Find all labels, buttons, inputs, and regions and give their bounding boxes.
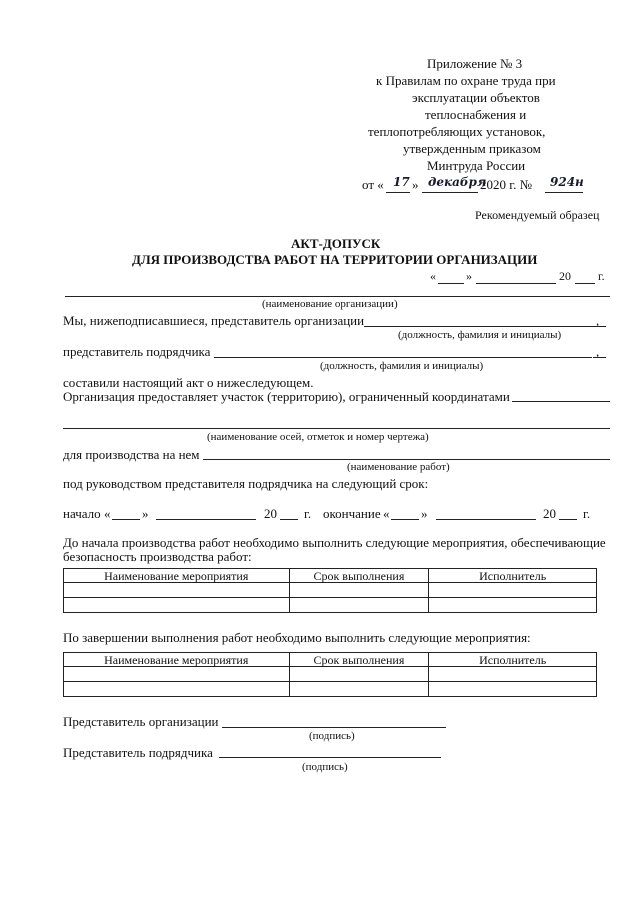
start-label: начало <box>63 506 101 521</box>
table-cell[interactable] <box>429 667 597 682</box>
start-day-field[interactable] <box>112 519 140 520</box>
compiled-text: составили настоящий акт о нижеследующем. <box>63 375 314 390</box>
start-q-open: « <box>104 506 111 521</box>
org-rep-field[interactable] <box>364 326 596 327</box>
form-date-open: « <box>430 269 436 283</box>
after-completion-text: По завершении выполнения работ необходимо выполнить следующие мероприятия: <box>63 630 531 645</box>
form-date-year: 20 <box>559 269 571 283</box>
end-month-field[interactable] <box>436 519 536 520</box>
table-cell[interactable] <box>64 598 290 613</box>
axes-caption: (наименование осей, отметок и номер чертежа) <box>207 431 429 443</box>
contractor-rep-label: представитель подрядчика <box>63 344 211 359</box>
comma-1-underline <box>593 326 606 327</box>
document-title: АКТ-ДОПУСК <box>291 236 381 251</box>
form-date-close: » <box>466 269 472 283</box>
order-month-underline <box>422 192 478 193</box>
end-year: 20 <box>543 506 556 521</box>
appendix-line-3: эксплуатации объектов <box>412 90 540 105</box>
order-number: 924н <box>550 175 584 189</box>
col-header-measure: Наименование мероприятия <box>64 653 290 667</box>
signature-caption-2: (подпись) <box>302 761 348 773</box>
end-day-field[interactable] <box>391 519 419 520</box>
col-header-executor: Исполнитель <box>429 653 597 667</box>
post-work-measures-table <box>63 652 597 697</box>
table-cell[interactable] <box>429 598 597 613</box>
order-number-underline <box>545 192 583 193</box>
table-cell[interactable] <box>429 583 597 598</box>
col-header-executor: Исполнитель <box>429 569 597 583</box>
col-header-deadline: Срок выполнения <box>289 569 429 583</box>
appendix-line-4: теплоснабжения и <box>425 107 527 122</box>
appendix-line-5: теплопотребляющих установок, <box>368 124 546 139</box>
signature-caption-1: (подпись) <box>309 730 355 742</box>
end-q-open: « <box>383 506 390 521</box>
before-start-line-2: безопасность производства работ: <box>63 549 252 564</box>
table-header-row <box>64 653 597 667</box>
form-day-field[interactable] <box>438 283 464 284</box>
position-caption-2: (должность, фамилия и инициалы) <box>320 360 484 372</box>
under-guidance-text: под руководством представителя подрядчика на следующий срок: <box>63 476 429 491</box>
table-cell[interactable] <box>64 583 290 598</box>
col-header-measure: Наименование мероприятия <box>64 569 290 583</box>
end-year-field[interactable] <box>559 519 577 520</box>
table-cell[interactable] <box>64 667 290 682</box>
we-signed-label: Мы, нижеподписавшиеся, представитель организации <box>63 313 365 328</box>
org-name-field[interactable] <box>65 296 610 297</box>
before-start-line-1: До начала производства работ необходимо выполнить следующие мероприятия, обеспечивающие <box>63 535 606 550</box>
table-cell[interactable] <box>289 598 429 613</box>
table-cell[interactable] <box>289 667 429 682</box>
end-label: окончание <box>323 506 381 521</box>
form-date-g: г. <box>598 269 605 283</box>
end-g: г. <box>583 506 591 521</box>
table-cell[interactable] <box>64 682 290 697</box>
org-rep-signature-field[interactable] <box>222 727 446 728</box>
contractor-rep-field[interactable] <box>214 357 592 358</box>
works-caption: (наименование работ) <box>347 461 450 473</box>
coordinates-field[interactable] <box>512 401 610 402</box>
table-row <box>64 598 597 613</box>
provides-text: Организация предоставляет участок (территорию), ограниченный координатами <box>63 389 510 404</box>
for-works-label: для производства на нем <box>63 447 200 462</box>
axes-field[interactable] <box>63 428 610 429</box>
comma-1: , <box>596 313 600 328</box>
appendix-line-7: Минтруда России <box>427 158 526 173</box>
table-cell[interactable] <box>289 682 429 697</box>
order-month: декабря <box>428 175 487 189</box>
document-subtitle: ДЛЯ ПРОИЗВОДСТВА РАБОТ НА ТЕРРИТОРИИ ОРГАНИЗАЦИИ <box>132 252 538 267</box>
works-field[interactable] <box>203 459 610 460</box>
position-caption-1: (должность, фамилия и инициалы) <box>398 329 562 341</box>
start-month-field[interactable] <box>156 519 256 520</box>
recommended-sample: Рекомендуемый образец <box>475 208 600 222</box>
table-row <box>64 583 597 598</box>
org-name-caption: (наименование организации) <box>262 298 398 310</box>
org-rep-signature-label: Представитель организации <box>63 714 219 729</box>
table-header-row <box>64 569 597 583</box>
start-year-field[interactable] <box>280 519 298 520</box>
appendix-line-6: утвержденным приказом <box>403 141 541 156</box>
order-year: 2020 г. № <box>480 177 533 192</box>
start-year: 20 <box>264 506 277 521</box>
start-q-close: » <box>142 506 149 521</box>
table-row <box>64 667 597 682</box>
end-q-close: » <box>421 506 428 521</box>
appendix-number: Приложение № 3 <box>427 56 523 71</box>
order-date-mid: » <box>412 177 419 192</box>
table-cell[interactable] <box>429 682 597 697</box>
order-day-underline <box>386 192 410 193</box>
form-month-field[interactable] <box>476 283 556 284</box>
order-day: 17 <box>393 175 410 189</box>
pre-work-measures-table <box>63 568 597 613</box>
start-g: г. <box>304 506 312 521</box>
order-date-prefix: от « <box>362 177 384 192</box>
appendix-line-2: к Правилам по охране труда при <box>376 73 556 88</box>
table-row <box>64 682 597 697</box>
col-header-deadline: Срок выполнения <box>289 653 429 667</box>
comma-2: , <box>596 344 600 359</box>
comma-2-underline <box>593 357 606 358</box>
contractor-rep-signature-label: Представитель подрядчика <box>63 745 213 760</box>
contractor-rep-signature-field[interactable] <box>219 757 441 758</box>
form-year-field[interactable] <box>575 283 595 284</box>
table-cell[interactable] <box>289 583 429 598</box>
